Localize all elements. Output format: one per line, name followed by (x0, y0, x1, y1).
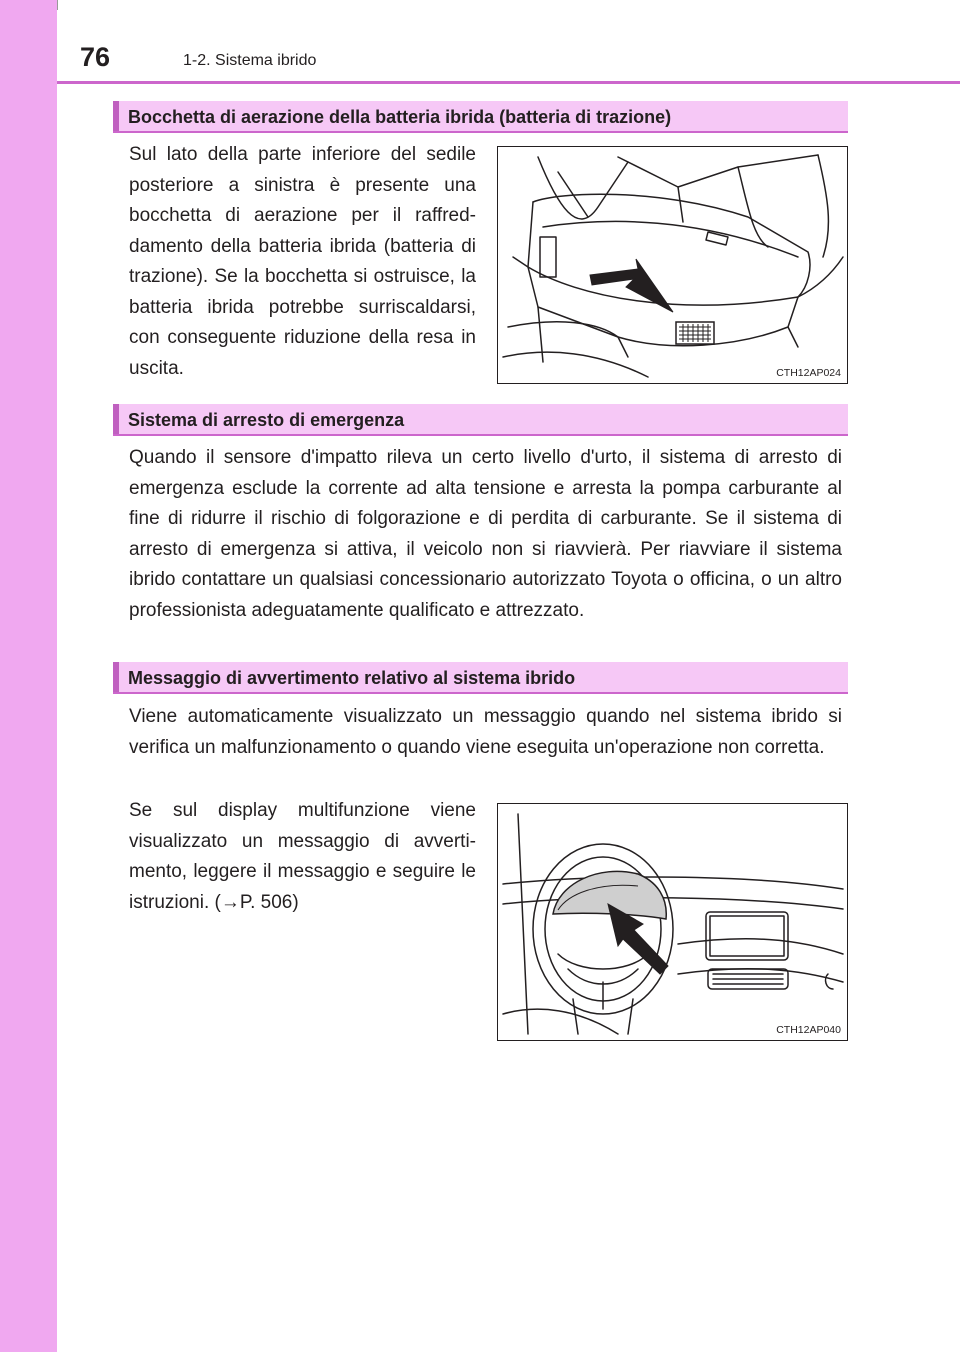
heading-text: Sistema di arresto di emergenza (128, 410, 405, 430)
figure-code: CTH12AP040 (776, 1024, 841, 1036)
side-tab-strip (0, 0, 57, 1352)
rear-seat-drawing (498, 147, 846, 382)
heading-text: Bocchetta di aerazione della batteria ibrida (batteria di trazione) (128, 107, 672, 127)
heading-accent-bar (113, 662, 119, 692)
header-rule (57, 81, 960, 84)
section-heading-emergency (113, 404, 848, 436)
crop-mark (57, 0, 58, 10)
running-header: 1-2. Sistema ibrido (183, 52, 317, 69)
warning-paragraph-2: Se sul display multifunzione viene visualizzato un messaggio di avvertimento, leggere il messaggio e seguire le istruzioni. (→P. 506) (129, 800, 476, 913)
section-heading-vent (113, 101, 848, 133)
vent-grille (676, 322, 714, 344)
heading-accent-bar (113, 404, 119, 434)
instrument-panel-illustration (497, 803, 848, 1041)
rear-seat-vent-illustration (497, 146, 848, 384)
dashboard-drawing (498, 804, 846, 1039)
emergency-paragraph: Quando il sensore d'impatto rileva un certo livello d'urto, il sistema di arresto di emergenza esclude la corrente ad alta tensione e arresta la pompa carburante al fine di ridurre il rischio di folgorazione e di perdita di carburante. Se il sistema di arresto di emergenza si attiva, il veicolo non si riavvierà. Per riavviare il sistema ibrido contattare un qualsiasi concessionario autorizzato Toyota o officina, o un altro professionista adeguatamente qualificato e attrezzato. (129, 447, 842, 621)
arrow-icon (590, 259, 673, 312)
section-heading-warning (113, 662, 848, 694)
page-number: 76 (80, 42, 111, 72)
warning-paragraph-1: Viene automaticamente visualizzato un messaggio quando nel sistema ibrido si verifica un malfunzionamento o quando viene eseguita un'operazione non corretta. (129, 706, 842, 758)
vent-paragraph: Sul lato della parte inferiore del sedile posteriore a sinistra è presente una bocchetta di aerazione per il raffreddamento della batteria ibrida (batteria di trazione). Se la bocchetta si ostruisce, la batteria ibrida potrebbe surriscaldarsi, con conseguente riduzione della resa in uscita. (129, 144, 476, 379)
heading-accent-bar (113, 101, 119, 131)
figure-code: CTH12AP024 (776, 367, 841, 379)
heading-text: Messaggio di avvertimento relativo al sistema ibrido (128, 668, 576, 688)
